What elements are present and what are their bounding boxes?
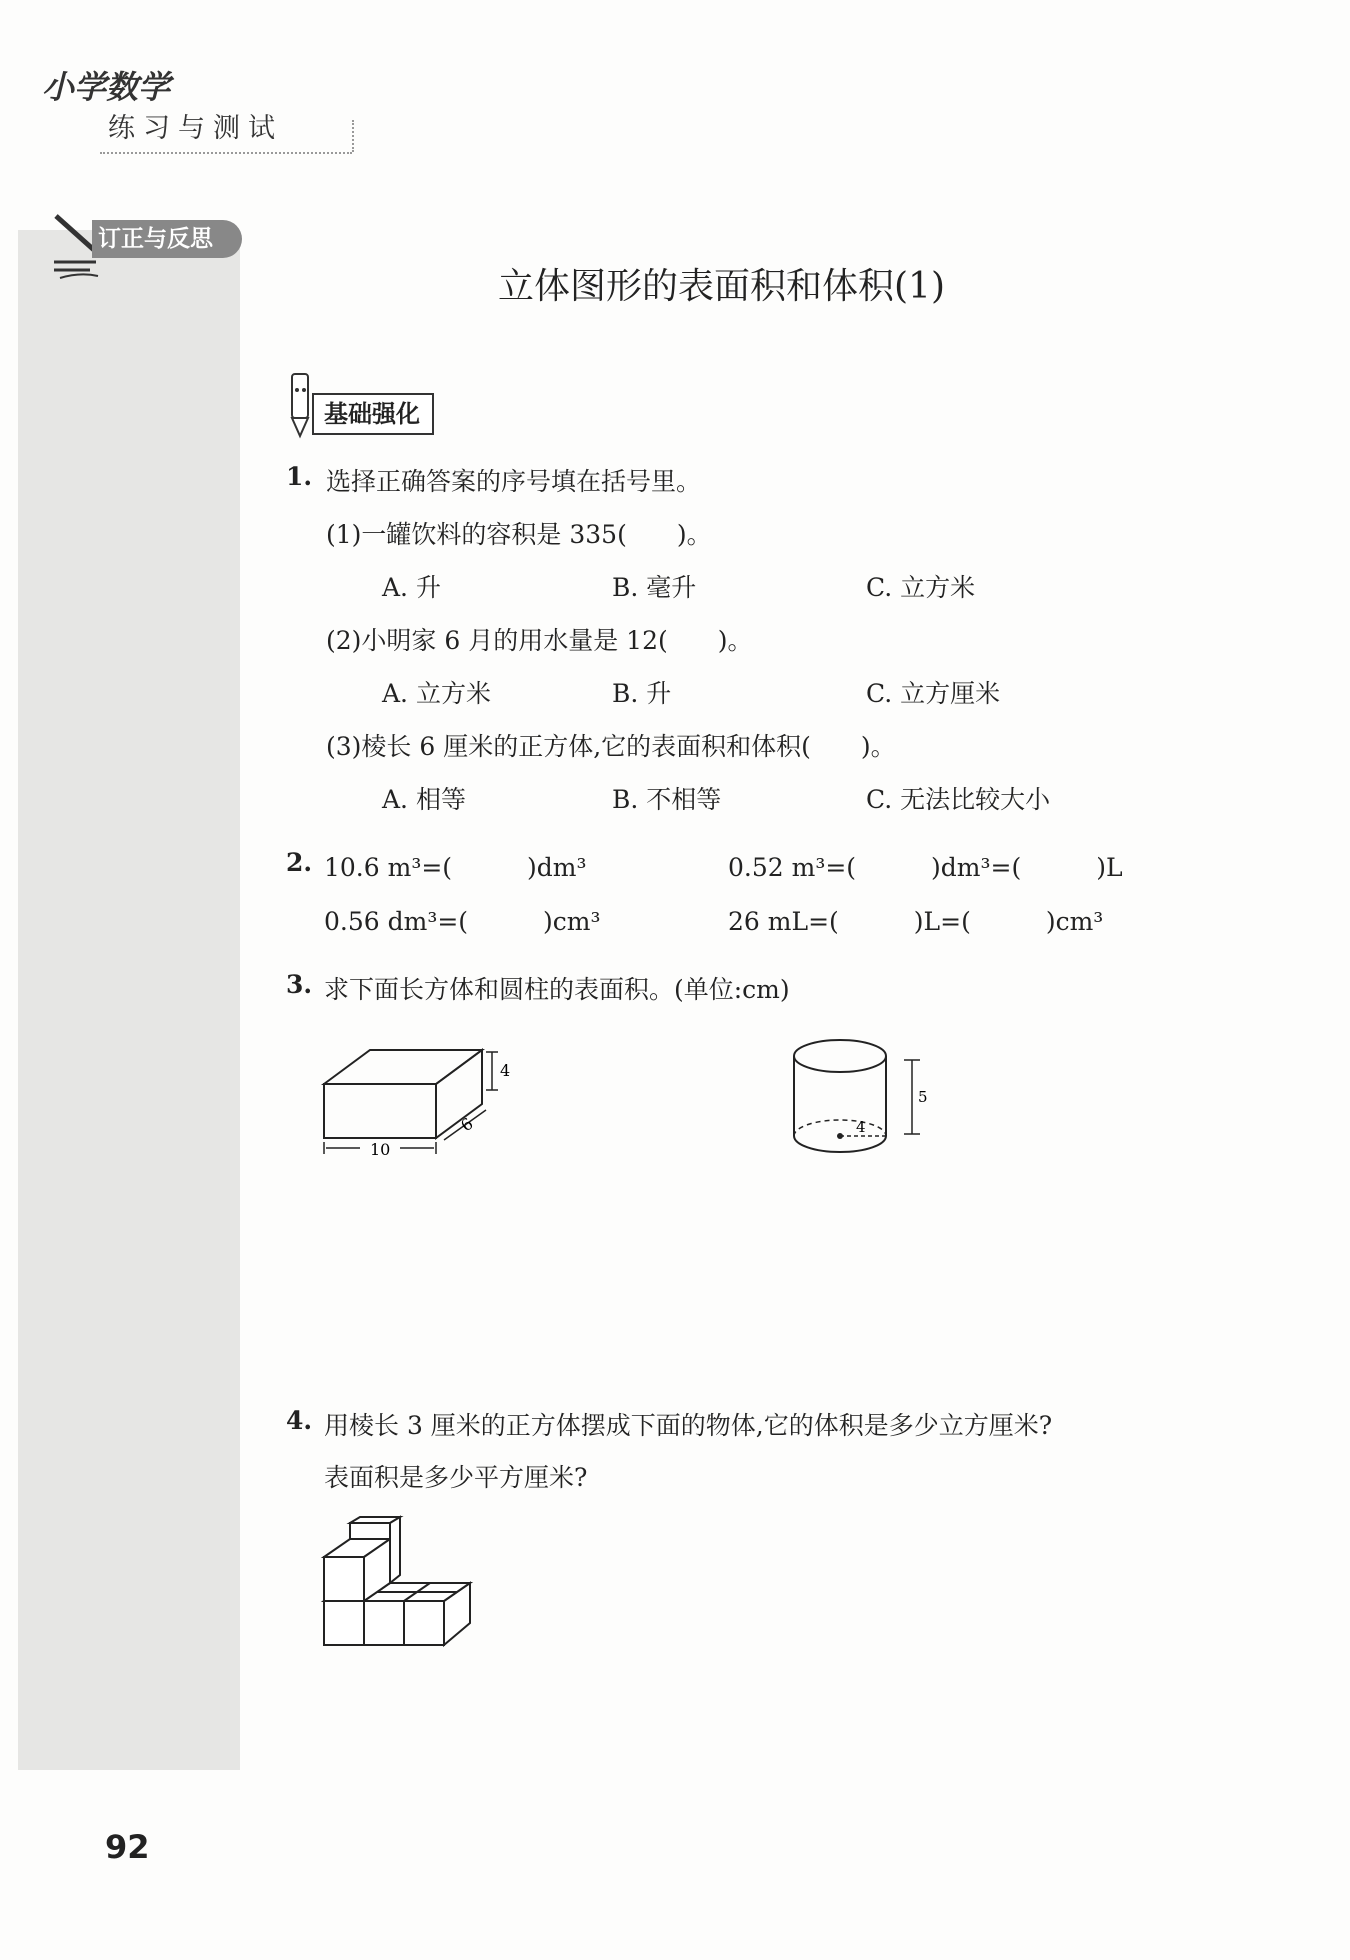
q2-item-c: 0.56 dm³=( )cm³ xyxy=(324,907,601,936)
q1-sub3-stem: (3)棱长 6 厘米的正方体,它的表面积和体积( )。 xyxy=(326,732,896,761)
q1-sub1-option-a: A. 升 xyxy=(382,573,441,602)
q1-sub3-option-a: A. 相等 xyxy=(382,785,466,814)
q1-number: 1. xyxy=(286,462,313,491)
q1-sub1-option-c: C. 立方米 xyxy=(866,573,976,602)
page-number: 92 xyxy=(105,1828,150,1866)
q1-sub3-option-c: C. 无法比较大小 xyxy=(866,785,1051,814)
correction-label: 订正与反思 xyxy=(92,220,242,258)
q1-sub1-option-b: B. 毫升 xyxy=(612,573,697,602)
cylinder-radius-label: 4 xyxy=(856,1118,866,1136)
cube-stack-figure xyxy=(310,1515,480,1655)
correction-sidebar xyxy=(18,230,240,1770)
q4-number: 4. xyxy=(286,1406,313,1435)
header-divider xyxy=(100,152,352,154)
cylinder-height-label: 5 xyxy=(918,1088,928,1106)
lesson-title: 立体图形的表面积和体积(1) xyxy=(498,266,945,307)
q1-sub2-option-a: A. 立方米 xyxy=(382,679,491,708)
q3-stem: 求下面长方体和圆柱的表面积。(单位:cm) xyxy=(324,975,790,1004)
cylinder-figure xyxy=(770,1030,940,1160)
q1-sub2-option-c: C. 立方厘米 xyxy=(866,679,1001,708)
cuboid-height-label: 4 xyxy=(500,1061,511,1080)
book-title: 练习与测试 xyxy=(108,113,283,144)
q2-number: 2. xyxy=(286,848,313,877)
header-divider-vertical xyxy=(352,120,354,152)
cuboid-length-label: 10 xyxy=(370,1140,391,1159)
pencil-mascot-icon xyxy=(286,370,314,440)
cuboid-width-label: 6 xyxy=(457,1113,477,1136)
q2-item-b: 0.52 m³=( )dm³=( )L xyxy=(728,853,1123,882)
q1-sub2-option-b: B. 升 xyxy=(612,679,672,708)
q1-sub3-option-b: B. 不相等 xyxy=(612,785,722,814)
q2-item-d: 26 mL=( )L=( )cm³ xyxy=(728,907,1104,936)
q4-line2: 表面积是多少平方厘米? xyxy=(324,1463,588,1492)
cuboid-figure xyxy=(310,1030,530,1160)
section-badge: 基础强化 xyxy=(312,393,434,435)
series-title: 小学数学 xyxy=(42,68,171,106)
q1-sub1-stem: (1)一罐饮料的容积是 335( )。 xyxy=(326,520,712,549)
q3-number: 3. xyxy=(286,970,313,999)
q1-stem: 选择正确答案的序号填在括号里。 xyxy=(326,467,702,496)
q4-line1: 用棱长 3 厘米的正方体摆成下面的物体,它的体积是多少立方厘米? xyxy=(324,1411,1053,1440)
q2-item-a: 10.6 m³=( )dm³ xyxy=(324,853,587,882)
q1-sub2-stem: (2)小明家 6 月的用水量是 12( )。 xyxy=(326,626,753,655)
